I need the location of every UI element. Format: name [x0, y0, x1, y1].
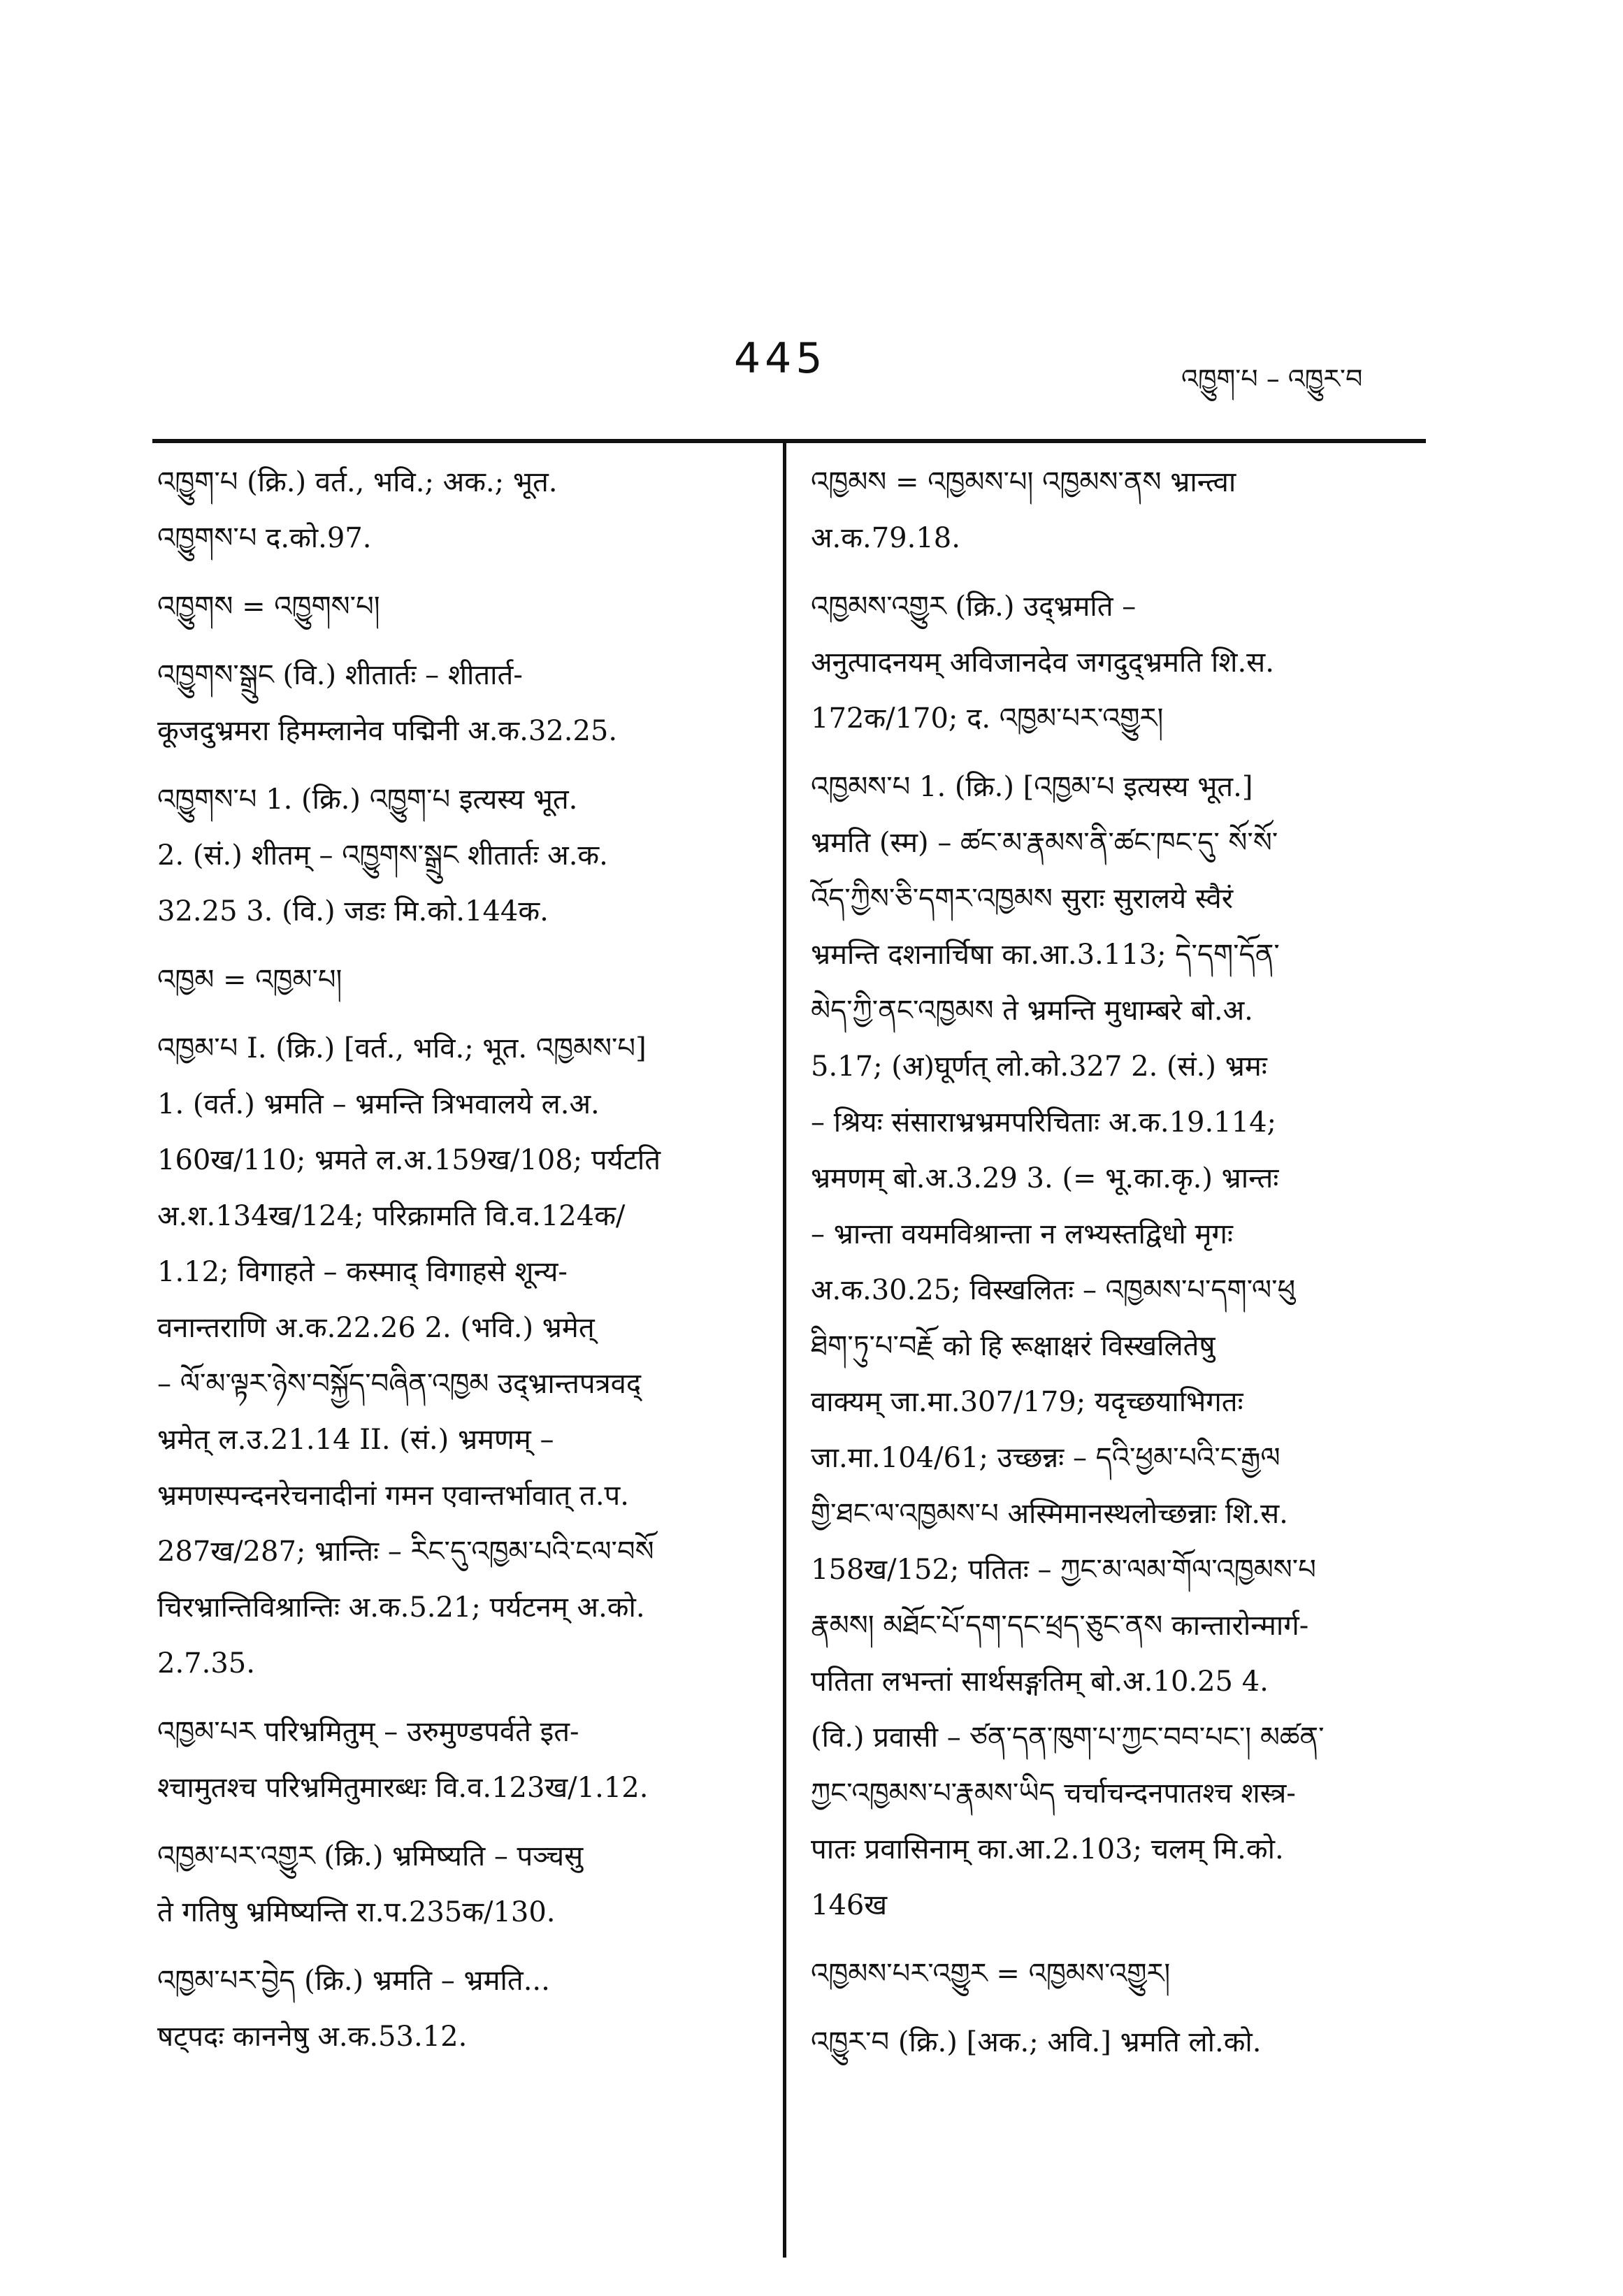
entry-line: ཀྱང་འཁྱམས་པ་རྣམས་ཡིད चर्चाचन्दनपातश्च शस्त्र- — [811, 1777, 1296, 1810]
entry-line: འཁྱམས = འཁྱམས་པ། འཁྱམས་ནས भ्रान्त्वा — [811, 466, 1236, 498]
entry-line: འཁྱམ་པ I. (क्रि.) [वर्त., भवि.; भूत. འཁྱམས་པ] — [157, 1032, 647, 1064]
entry-line: མེད་ཀྱི་ནང་འཁྱམས ते भ्रमन्ति मुधाम्बरे बो.अ. — [811, 995, 1253, 1027]
entry-line: अ.क.79.18. — [811, 522, 960, 554]
entry-line: ते गतिषु भ्रमिष्यन्ति रा.प.235क/130. — [157, 1896, 556, 1928]
entry-line: འཁྱུགས་པ 1. (क्रि.) འཁྱུག་པ इत्यस्य भूत. — [157, 784, 578, 816]
column-divider — [783, 440, 786, 2258]
entry-line: 32.25 3. (वि.) जडः मि.को.144क. — [157, 895, 549, 927]
dictionary-entry — [157, 647, 758, 759]
entry-line: वाक्यम् जा.मा.307/179; यदृच्छयाभिगतः — [811, 1386, 1243, 1418]
entry-line: 160ख/110; भ्रमते ल.अ.159ख/108; पर्यटति — [157, 1144, 661, 1176]
dictionary-entry — [157, 579, 758, 635]
entry-line: འཁྱུག་པ (क्रि.) वर्त., भवि.; अक.; भूत. — [157, 466, 558, 498]
entry-line: 146ख — [811, 1889, 888, 1921]
page-number: 445 — [734, 334, 827, 383]
entry-line: – भ्रान्ता वयमविश्रान्ता न लभ्यस्तद्विधो मृगः — [811, 1218, 1234, 1250]
dictionary-entry — [811, 454, 1426, 566]
entry-line: 287ख/287; भ्रान्तिः – རིང་དུ་འཁྱམ་པའི་ངལ་བསོ — [157, 1536, 654, 1568]
entry-line: षट्पदः काननेषु अ.क.53.12. — [157, 2021, 468, 2053]
entry-line: – ལོ་མ་ལྟར་ཉེས་བསྐྱོད་བཞིན་འཁྱམ उद्भ्रान्तपत्रवद् — [157, 1368, 642, 1400]
entry-line: འཁྱམས་འགྱུར (क्रि.) उद्भ्रमति – — [811, 591, 1137, 623]
dictionary-entry — [157, 1828, 758, 1940]
entry-line: 2. (सं.) शीतम् – འཁྱུགས་སྒྲུང शीतार्तः अ.क. — [157, 839, 608, 872]
entry-line: भ्रमति (स्म) – ཚང་མ་རྣམས་ནི་ཚང་ཁང་དུ་ སོ་སོ་ — [811, 827, 1278, 859]
entry-line: पातः प्रवासिनाम् का.आ.2.103; चलम् मि.को. — [811, 1833, 1284, 1865]
entry-line: འཁྱུགས་སྒྲུང (वि.) शीतार्तः – शीतार्त- — [157, 659, 523, 691]
entry-line: འཁྱུགས = འཁྱུགས་པ། — [157, 591, 380, 623]
entry-line: 172क/170; द. འཁྱམ་པར་འགྱུར། — [811, 702, 1164, 735]
left-column — [157, 454, 758, 2065]
dictionary-entry — [811, 759, 1426, 1933]
entry-line: जा.मा.104/61; उच्छन्नः – དའི་ཕྱམ་པའི་ང་རྒྱལ — [811, 1442, 1281, 1474]
dictionary-entry — [157, 772, 758, 939]
header-rule — [152, 439, 1426, 443]
dictionary-entry — [157, 952, 758, 1008]
entry-line: (वि.) प्रवासी – ཙན་དན་ཁུག་པ་ཀྱང་བབ་པང་། མཚན་ — [811, 1721, 1325, 1754]
entry-line: འཁྱམ་པར परिभ्रमितुम् – उरुमुण्डपर्वते इत- — [157, 1716, 579, 1748]
entry-line: अ.श.134ख/124; परिक्रामति वि.व.124क/ — [157, 1200, 626, 1232]
entry-line: कूजदुभ्रमरा हिमम्लानेव पद्मिनी अ.क.32.25. — [157, 715, 618, 747]
dictionary-entry — [811, 579, 1426, 746]
entry-line: 2.7.35. — [157, 1647, 255, 1680]
entry-line: भ्रमेत् ल.उ.21.14 II. (सं.) भ्रमणम् – — [157, 1424, 554, 1456]
entry-line: 1.12; विगाहते – कस्माद् विगाहसे शून्य- — [157, 1256, 568, 1288]
running-head: འཁྱུག་པ – འཁྱུར་བ — [1181, 363, 1363, 394]
entry-line: भ्रमन्ति दशनार्चिषा का.आ.3.113; དེ་དག་དོན་ — [811, 939, 1280, 971]
entry-line: གྱི་ཐང་ལ་འཁྱམས་པ अस्मिमानस्थलोच्छन्नाः शि.स. — [811, 1498, 1288, 1530]
entry-line: – श्रियः संसाराभ्रभ्रमपरिचिताः अ.क.19.114; — [811, 1106, 1277, 1139]
dictionary-entry — [157, 454, 758, 566]
entry-line: 158ख/152; पतितः – ཀྱང་མ་ལམ་གོལ་འཁྱམས་པ — [811, 1554, 1316, 1586]
entry-line: འཁྱམ = འཁྱམ་པ། — [157, 964, 342, 996]
entry-line: पतिता लभन्तां सार्थसङ्गतिम् बो.अ.10.25 4. — [811, 1666, 1269, 1698]
dictionary-entry — [157, 1704, 758, 1816]
dictionary-entry — [811, 2014, 1426, 2070]
dictionary-entry — [811, 1946, 1426, 2002]
entry-line: श्चामुतश्च परिभ्रमितुमारब्धः वि.व.123ख/1.12. — [157, 1772, 649, 1804]
entry-line: འཁྱུར་བ (क्रि.) [अक.; अवि.] भ्रमति लो.को. — [811, 2026, 1262, 2058]
entry-line: वनान्तराणि अ.क.22.26 2. (भवि.) भ्रमेत् — [157, 1312, 595, 1344]
dictionary-entry — [157, 1953, 758, 2065]
entry-line: भ्रमणम् बो.अ.3.29 3. (= भू.का.कृ.) भ्रान्तः — [811, 1162, 1279, 1194]
entry-line: རྣམས། མཐོང་པོ་དག་དང་ཕྲད་ཅུང་ནས कान्तारोन्मार्ग- — [811, 1610, 1309, 1642]
entry-line: འཁྱམས་པ 1. (क्रि.) [འཁྱམ་པ इत्यस्य भूत.] — [811, 771, 1253, 803]
entry-line: भ्रमणस्पन्दनरेचनादीनां गमन एवान्तर्भावात् त.प. — [157, 1480, 629, 1512]
entry-line: चिरभ्रान्तिविश्रान्तिः अ.क.5.21; पर्यटनम् अ.को. — [157, 1591, 645, 1624]
right-column — [811, 454, 1426, 2070]
entry-line: 1. (वर्त.) भ्रमति – भ्रमन्ति त्रिभवालये ल.अ. — [157, 1088, 600, 1120]
entry-line: 5.17; (अ)घूर्णत् लो.को.327 2. (सं.) भ्रमः — [811, 1050, 1267, 1083]
entry-line: अनुत्पादनयम् अविजानदेव जगदुद्भ्रमति शि.स. — [811, 647, 1274, 679]
entry-line: अ.क.30.25; विस्खलितः – འཁྱམས་པ་དག་ལ་ཕུ — [811, 1274, 1296, 1306]
entry-line: འཁྱུགས་པ द.को.97. — [157, 522, 372, 554]
entry-line: འཁྱམ་པར་བྱེད (क्रि.) भ्रमति – भ्रमति... — [157, 1965, 550, 1997]
dictionary-entry — [157, 1020, 758, 1691]
entry-line: ཐིག་ཏུ་པ་བརྗོ को हि रूक्षाक्षरं विस्खलितेषु — [811, 1330, 1216, 1362]
entry-line: འོད་ཀྱིས་ཅི་དགར་འཁྱམས सुराः सुरालये स्वैरं — [811, 883, 1234, 915]
entry-line: འཁྱམ་པར་འགྱུར (क्रि.) भ्रमिष्यति – पञ्चसु — [157, 1840, 584, 1872]
entry-line: འཁྱམས་པར་འགྱུར = འཁྱམས་འགྱུར། — [811, 1958, 1171, 1990]
